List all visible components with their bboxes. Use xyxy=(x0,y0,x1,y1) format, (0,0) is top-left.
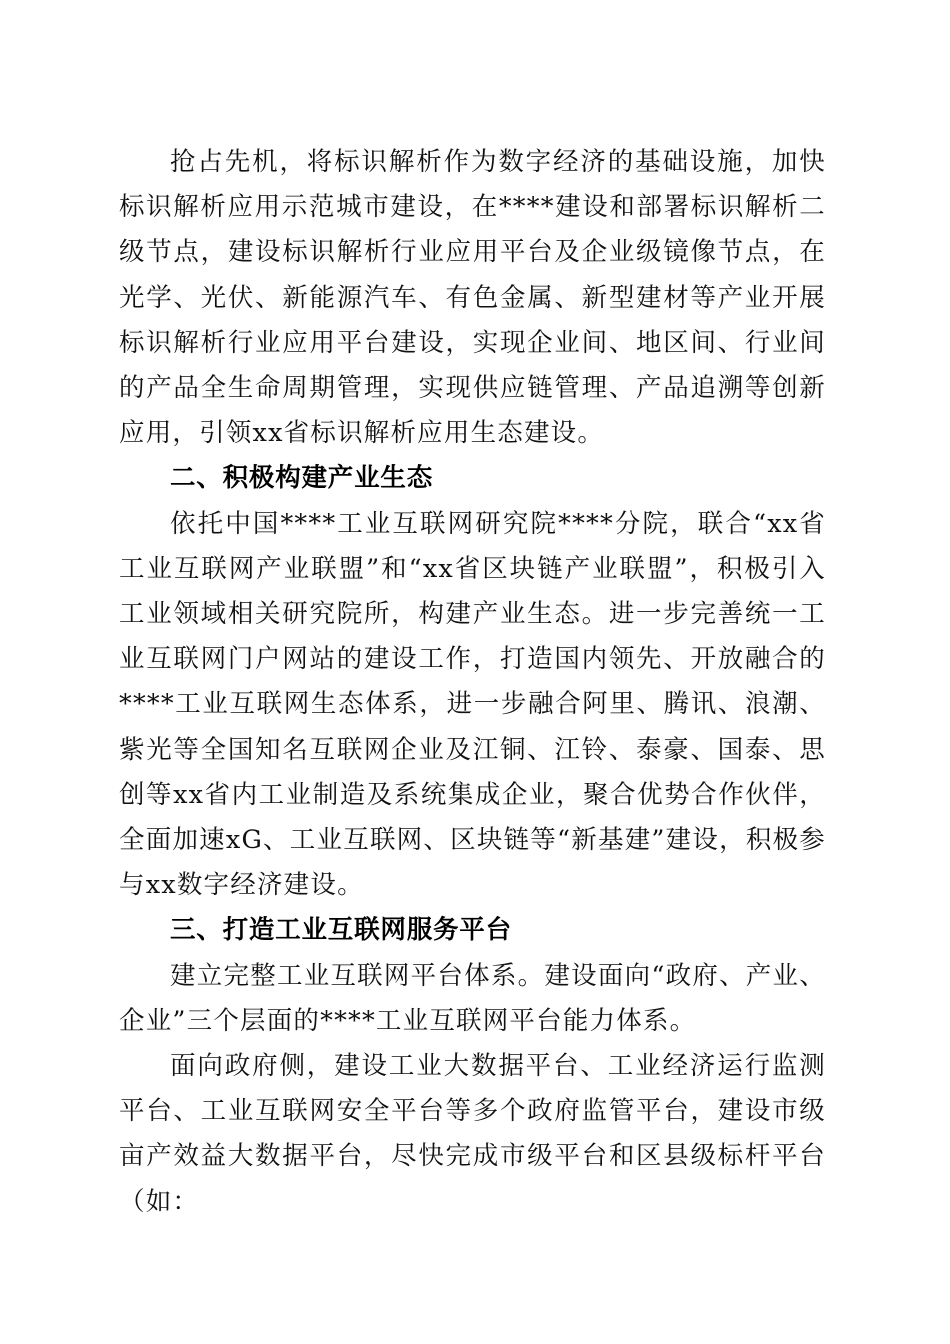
paragraph-identifier-resolution: 抢占先机，将标识解析作为数字经济的基础设施，加快标识解析应用示范城市建设，在****建设和部署标识解析二级节点，建设标识解析行业应用平台及企业级镜像节点，在光学、光伏、新能源汽车、有色金属、新型建材等产业开展标识解析行业应用平台建设，实现企业间、地区间、行业间的产品全生命周期管理，实现供应链管理、产品追溯等创新应用，引领xx省标识解析应用生态建设。 xyxy=(119,147,826,449)
section-heading-service-platform: 三、打造工业互联网服务平台 xyxy=(170,915,512,946)
paragraph-industry-ecosystem: 依托中国****工业互联网研究院****分院，联合“xx省工业互联网产业联盟”和“xx省区块链产业联盟”，积极引入工业领域相关研究院所，构建产业生态。进一步完善统一工业互联网门户网站的建设工作，打造国内领先、开放融合的****工业互联网生态体系，进一步融合阿里、腾讯、浪潮、紫光等全国知名互联网企业及江铜、江铃、泰豪、国泰、思创等xx省内工业制造及系统集成企业，聚合优势合作伙伴，全面加速xG、工业互联网、区块链等“新基建”建设，积极参与xx数字经济建设。 xyxy=(119,508,826,901)
paragraph-platform-system: 建立完整工业互联网平台体系。建设面向“政府、产业、企业”三个层面的****工业互联网平台能力体系。 xyxy=(119,960,826,1036)
document-body xyxy=(119,140,826,1225)
paragraph-government-side: 面向政府侧，建设工业大数据平台、工业经济运行监测平台、工业互联网安全平台等多个政府监管平台，建设市级亩产效益大数据平台，尽快完成市级平台和区县级标杆平台（如： xyxy=(119,1051,826,1217)
section-heading-industry-ecosystem: 二、积极构建产业生态 xyxy=(170,463,434,494)
